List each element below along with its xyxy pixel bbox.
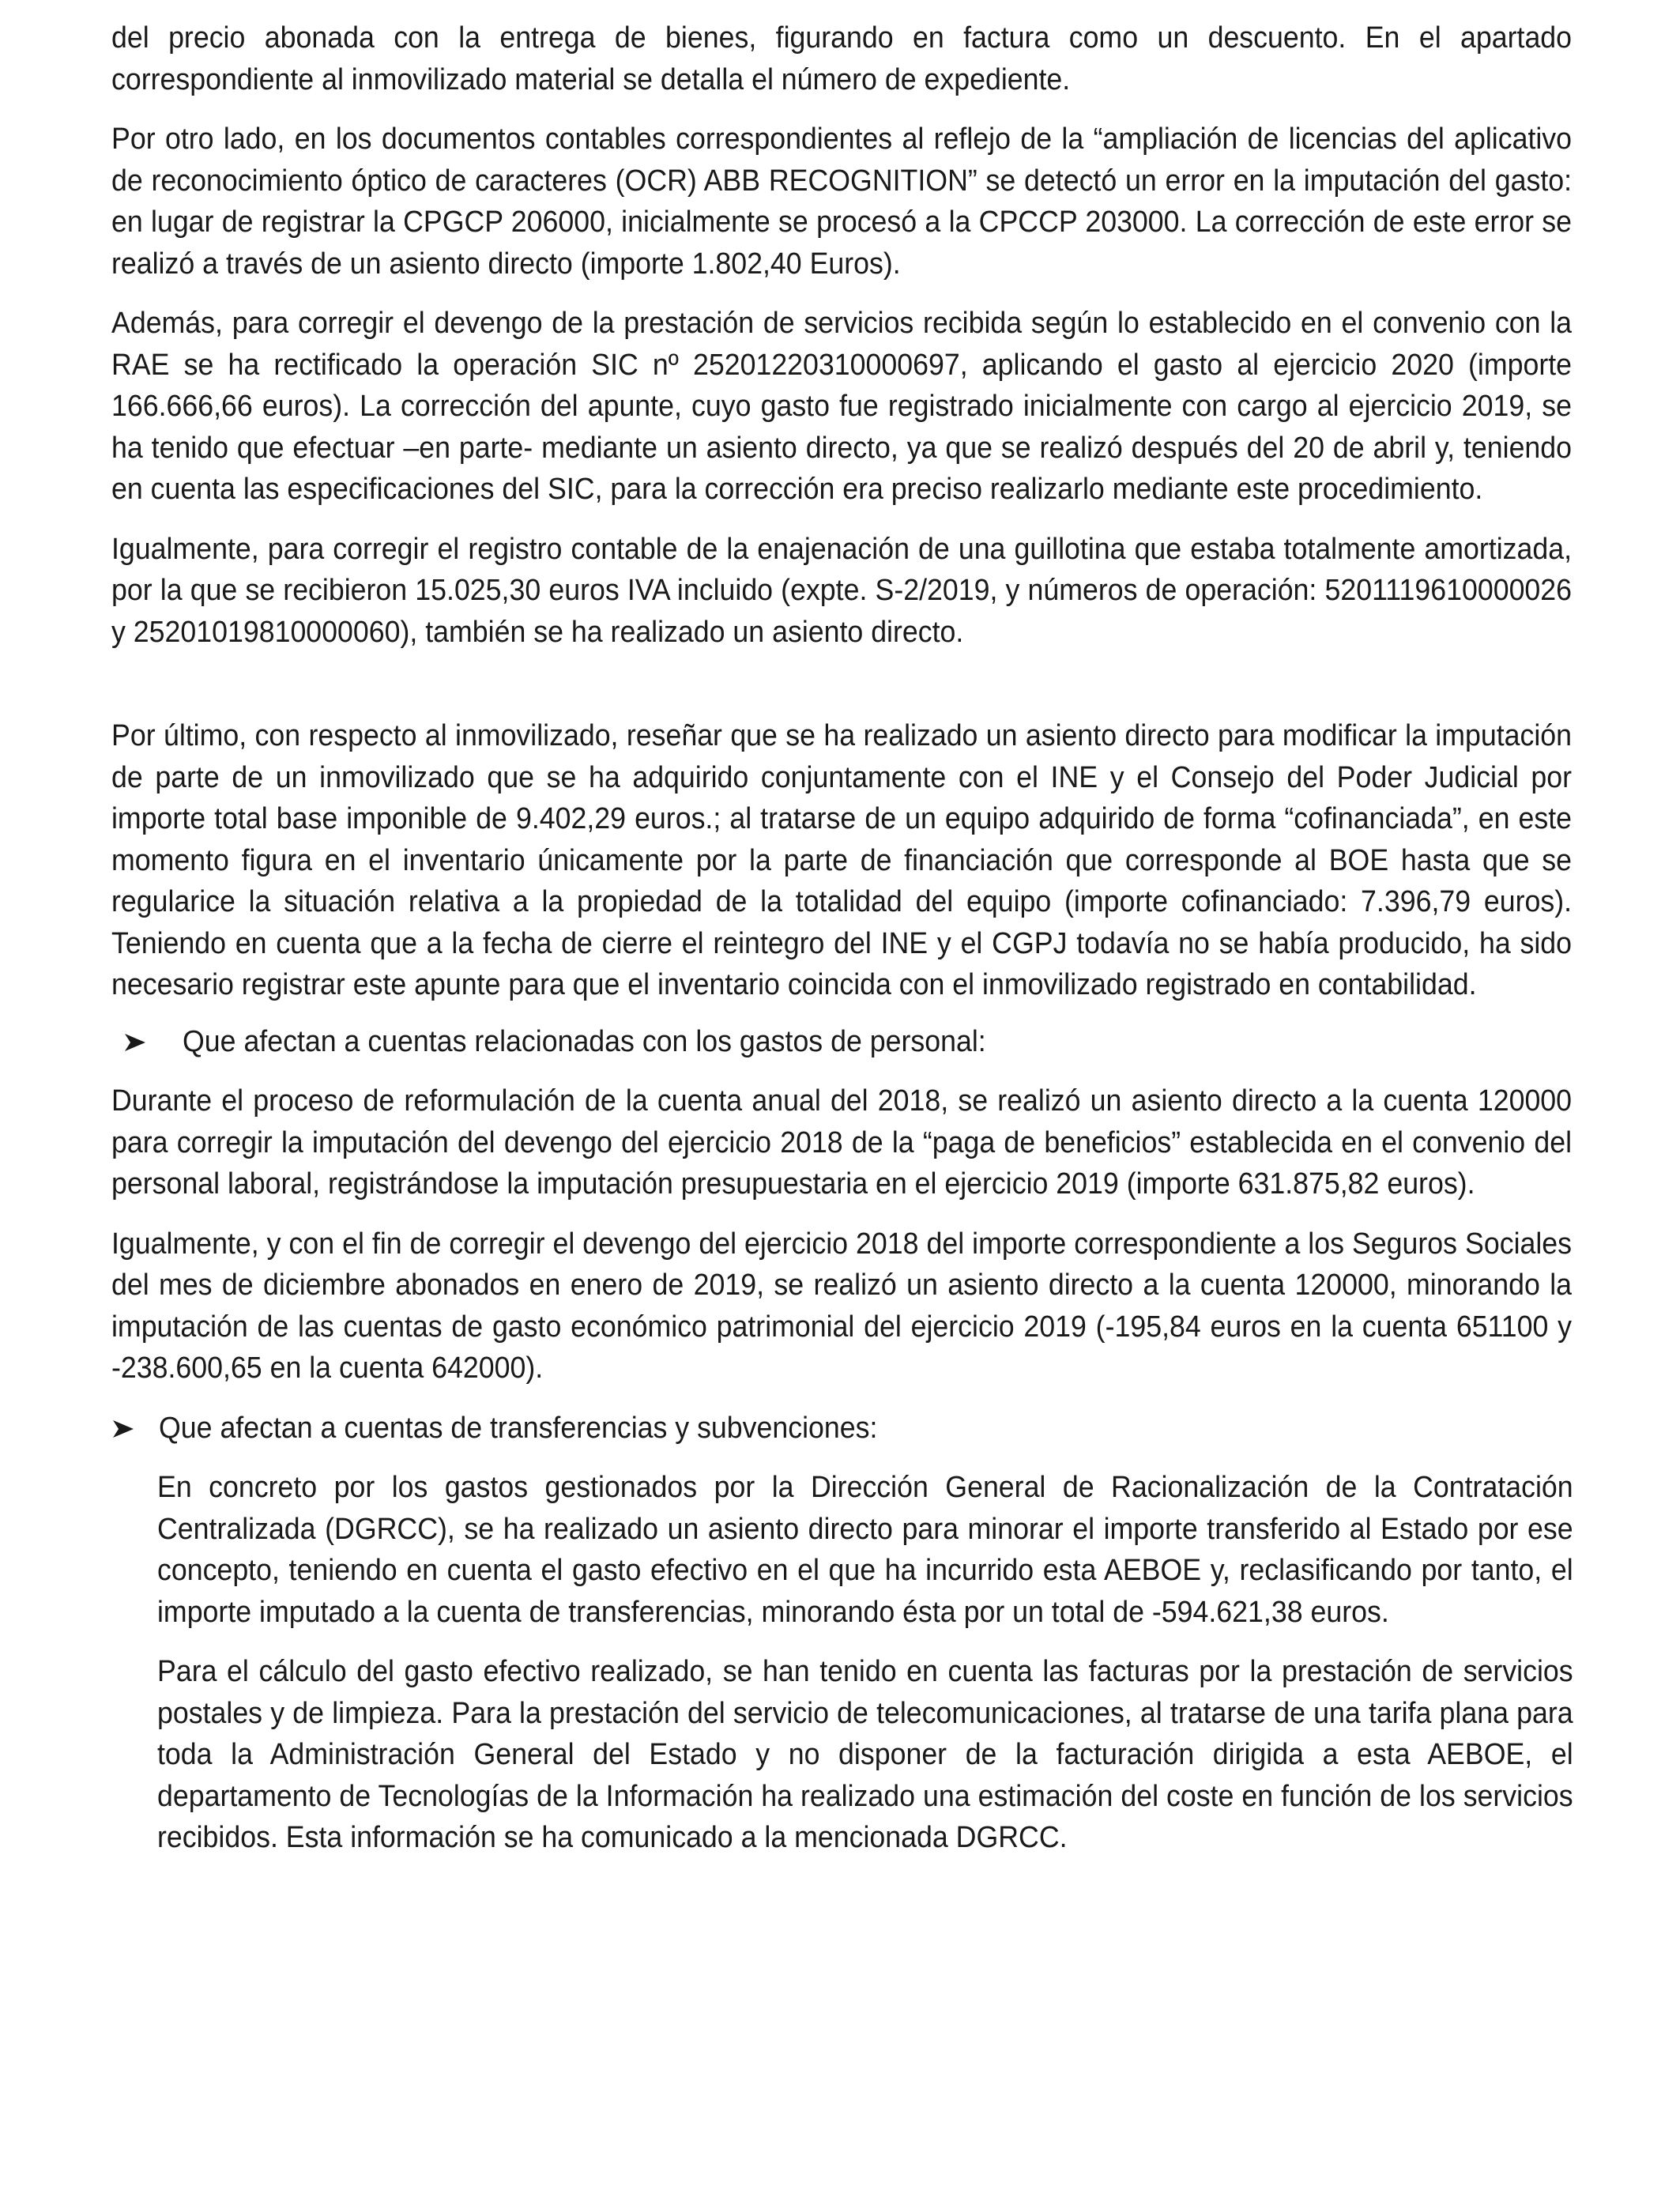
paragraph-rae-agreement: Además, para corregir el devengo de la prestación de servicios recibida según lo establecido en el convenio con la RAE se ha rectificado la operación SIC nº 25201220310000697, aplicando el gasto al ejercicio 2020 (importe 166.666,66 euros). La corrección del apunte, cuyo gasto fue registrado inicialmente con cargo al ejercicio 2019, se ha tenido que efectuar –en parte- mediante un asiento directo, ya que se realizó después del 20 de abril y, teniendo en cuenta las especificaciones del SIC, para la corrección era preciso realizarlo mediante este procedimiento. [111, 307, 1573, 506]
paragraph-social-security: Igualmente, y con el fin de corregir el devengo del ejercicio 2018 del importe correspondiente a los Seguros Sociales del mes de diciembre abonados en enero de 2019, se realizó un asiento directo a la cuenta 120000, minorando la imputación de las cuentas de gasto económico patrimonial del ejercicio 2019 (-195,84 euros en la cuenta 651100 y -238.600,65 en la cuenta 642000). [111, 1227, 1573, 1385]
bullet-label: Que afectan a cuentas relacionadas con los gastos de personal: [183, 1024, 986, 1058]
paragraph-ocr-licences: Por otro lado, en los documentos contables correspondientes al reflejo de la “ampliación de licencias del aplicativo de reconocimiento óptico de caracteres (OCR) ABB RECOGNITION” se detectó un error en la imputación del gasto: en lugar de registrar la CPGCP 206000, inicialmente se procesó a la CPCCP 203000. La corrección de este error se realizó a través de un asiento directo (importe 1.802,40 Euros). [111, 123, 1573, 281]
indented-block [157, 1467, 1663, 1859]
paragraph-discount-note: del precio abonada con la entrega de bienes, figurando en factura como un descuento. En el apartado correspondiente al inmovilizado material se detalla el número de expediente. [111, 21, 1573, 96]
paragraph-dgrcc-transfer: En concreto por los gastos gestionados por la Dirección General de Racionalización de la Contratación Centralizada (DGRCC), se ha realizado un asiento directo para minorar el importe transferido al Estado por ese concepto, teniendo en cuenta el gasto efectivo en el que ha incurrido esta AEBOE y, reclasificando por tanto, el importe imputado a la cuenta de transferencias, minorando ésta por un total de -594.621,38 euros. [157, 1471, 1573, 1629]
paragraph-benefits-payment: Durante el proceso de reformulación de la cuenta anual del 2018, se realizó un asiento directo a la cuenta 120000 para corregir la imputación del devengo del ejercicio 2018 de la “paga de beneficios” establecida en el convenio del personal laboral, registrándose la imputación presupuestaria en el ejercicio 2019 (importe 631.875,82 euros). [111, 1084, 1573, 1201]
bullet-personnel-expenses [111, 1021, 1572, 1063]
paragraph-guillotine-sale: Igualmente, para corregir el registro contable de la enajenación de una guillotina que estaba totalmente amortizada, por la que se recibieron 15.025,30 euros IVA incluido (expte. S-2/2019, y números de operación: 5201119610000026 y 25201019810000060), también se ha realizado un asiento directo. [111, 532, 1573, 649]
arrowhead-bullet-icon [123, 1021, 147, 1062]
bullet-transfers-subsidies [111, 1408, 1572, 1449]
paragraph-cofinanced-equipment: Por último, con respecto al inmovilizado, reseñar que se ha realizado un asiento directo para modificar la imputación de parte de un inmovilizado que se ha adquirido conjuntamente con el INE y el Consejo del Poder Judicial por importe total base imponible de 9.402,29 euros.; al tratarse de un equipo adquirido de forma “cofinanciada”, en este momento figura en el inventario únicamente por la parte de financiación que corresponde al BOE hasta que se regularice la situación relativa a la propiedad de la totalidad del equipo (importe cofinanciado: 7.396,79 euros). Teniendo en cuenta que a la fecha de cierre el reintegro del INE y el CGPJ todavía no se había producido, ha sido necesario registrar este apunte para que el inventario coincida con el inmovilizado registrado en contabilidad. [111, 719, 1573, 1001]
paragraph-effective-cost: Para el cálculo del gasto efectivo realizado, se han tenido en cuenta las facturas por la prestación de servicios postales y de limpieza. Para la prestación del servicio de telecomunicaciones, al tratarse de una tarifa plana para toda la Administración General del Estado y no disponer de la facturación dirigida a esta AEBOE, el departamento de Tecnologías de la Información ha realizado una estimación del coste en función de los servicios recibidos. Esta información se ha comunicado a la mencionada DGRCC. [157, 1655, 1573, 1854]
document-page [111, 17, 1572, 1859]
bullet-label: Que afectan a cuentas de transferencias y subvenciones: [159, 1411, 878, 1445]
arrowhead-bullet-icon [111, 1408, 135, 1449]
